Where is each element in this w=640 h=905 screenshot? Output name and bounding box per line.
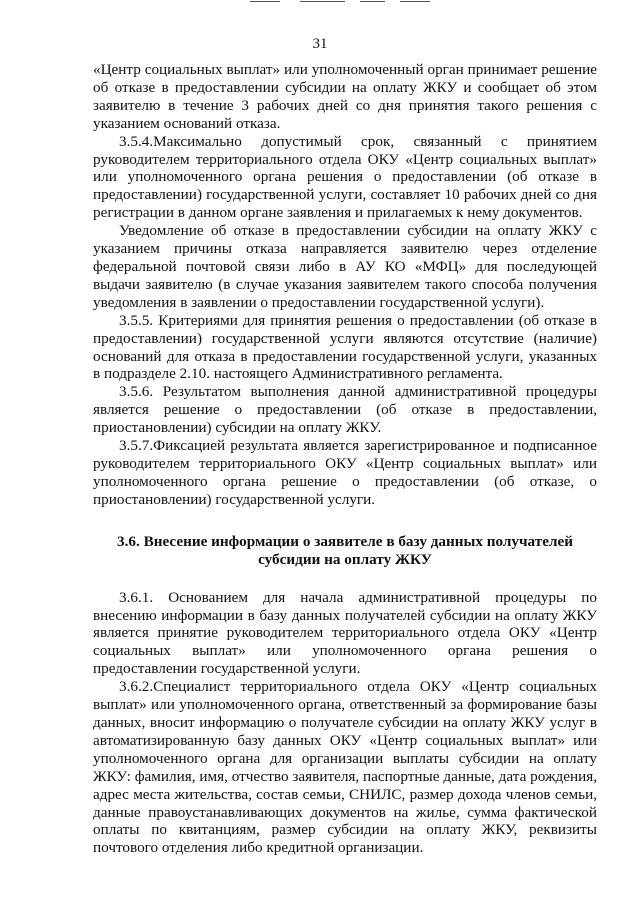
paragraph-3-5-6: 3.5.6. Результатом выполнения данной административной процедуры является решение о предоставлении (об отказе в предоставлении, приостановлении) субсидии на оплату ЖКУ. bbox=[93, 383, 597, 437]
paragraph-3-5-7: 3.5.7.Фиксацией результата является зарегистрированное и подписанное руководителем территориального ОКУ «Центр социальных выплат» или уполномоченного органа решение о предоставлении (об отказе, о приостановлении) государственной услуги. bbox=[93, 437, 597, 508]
paragraph-3-6-1: 3.6.1. Основанием для начала административной процедуры по внесению информации в базу данных получателей субсидии на оплату ЖКУ является принятие руководителем территориального отдела ОКУ «Центр социальных выплат» или уполномоченного органа решения о предоставлении государственной услуги. bbox=[93, 588, 597, 678]
document-body bbox=[93, 61, 597, 857]
section-heading-line: субсидии на оплату ЖКУ bbox=[258, 550, 432, 568]
paragraph-refusal-notice: Уведомление об отказе в предоставлении субсидии на оплату ЖКУ с указанием причины отказа направляется заявителю через отделение федеральной почтовой связи либо в АУ КО «МФЦ» для последующей выдачи заявителю (в случае указания заявителем такого способа получения уведомления в заявлении о предоставлении государственной услуги). bbox=[93, 222, 597, 311]
scan-mark bbox=[400, 1, 430, 2]
section-heading-line: 3.6. Внесение информации о заявителе в базу данных получателей bbox=[117, 532, 573, 550]
paragraph-3-5-5: 3.5.5. Критериями для принятия решения о предоставлении (об отказе в предоставлении) государственной услуги являются отсутствие (наличие) оснований для отказа в предоставлении государственной услуги, указанных в подразделе 2.10. настоящего Административного регламента. bbox=[93, 311, 597, 383]
page-number: 31 bbox=[312, 36, 328, 52]
section-heading-3-6 bbox=[93, 533, 597, 569]
paragraph-3-6-2: 3.6.2.Специалист территориального отдела ОКУ «Центр социальных выплат» или уполномоченного органа, ответственный за формирование базы данных, вносит информацию о получателе субсидии на оплату ЖКУ услуг в автоматизированную базу данных ОКУ «Центр социальных выплат» или уполномоченного органа для организации выплаты субсидии на оплату ЖКУ: фамилия, имя, отчество заявителя, паспортные данные, дата рождения, адрес места жительства, состав семьи, СНИЛС, размер дохода членов семьи, данные правоустанавливающих документов на жилье, сумма фактической оплаты по квитанциям, размер субсидии на оплату ЖКУ, реквизиты почтового отделения либо кредитной организации. bbox=[93, 678, 597, 857]
paragraph-continuation: «Центр социальных выплат» или уполномоченный орган принимает решение об отказе в предоставлении субсидии на оплату ЖКУ и сообщает об этом заявителю в течение 3 рабочих дней со дня принятия такого решения с указанием оснований отказа. bbox=[93, 61, 597, 132]
scan-mark bbox=[360, 1, 385, 2]
scan-edge-marks bbox=[0, 0, 640, 6]
scan-mark bbox=[250, 1, 280, 2]
paragraph-3-5-4: 3.5.4.Максимально допустимый срок, связанный с принятием руководителем территориального отдела ОКУ «Центр социальных выплат» или уполномоченного органа решения о предоставлении (об отказе в предоставлении) государственной услуги, составляет 10 рабочих дней со дня регистрации в данном органе заявления и прилагаемых к нему документов. bbox=[93, 132, 597, 222]
scan-mark bbox=[300, 1, 345, 2]
